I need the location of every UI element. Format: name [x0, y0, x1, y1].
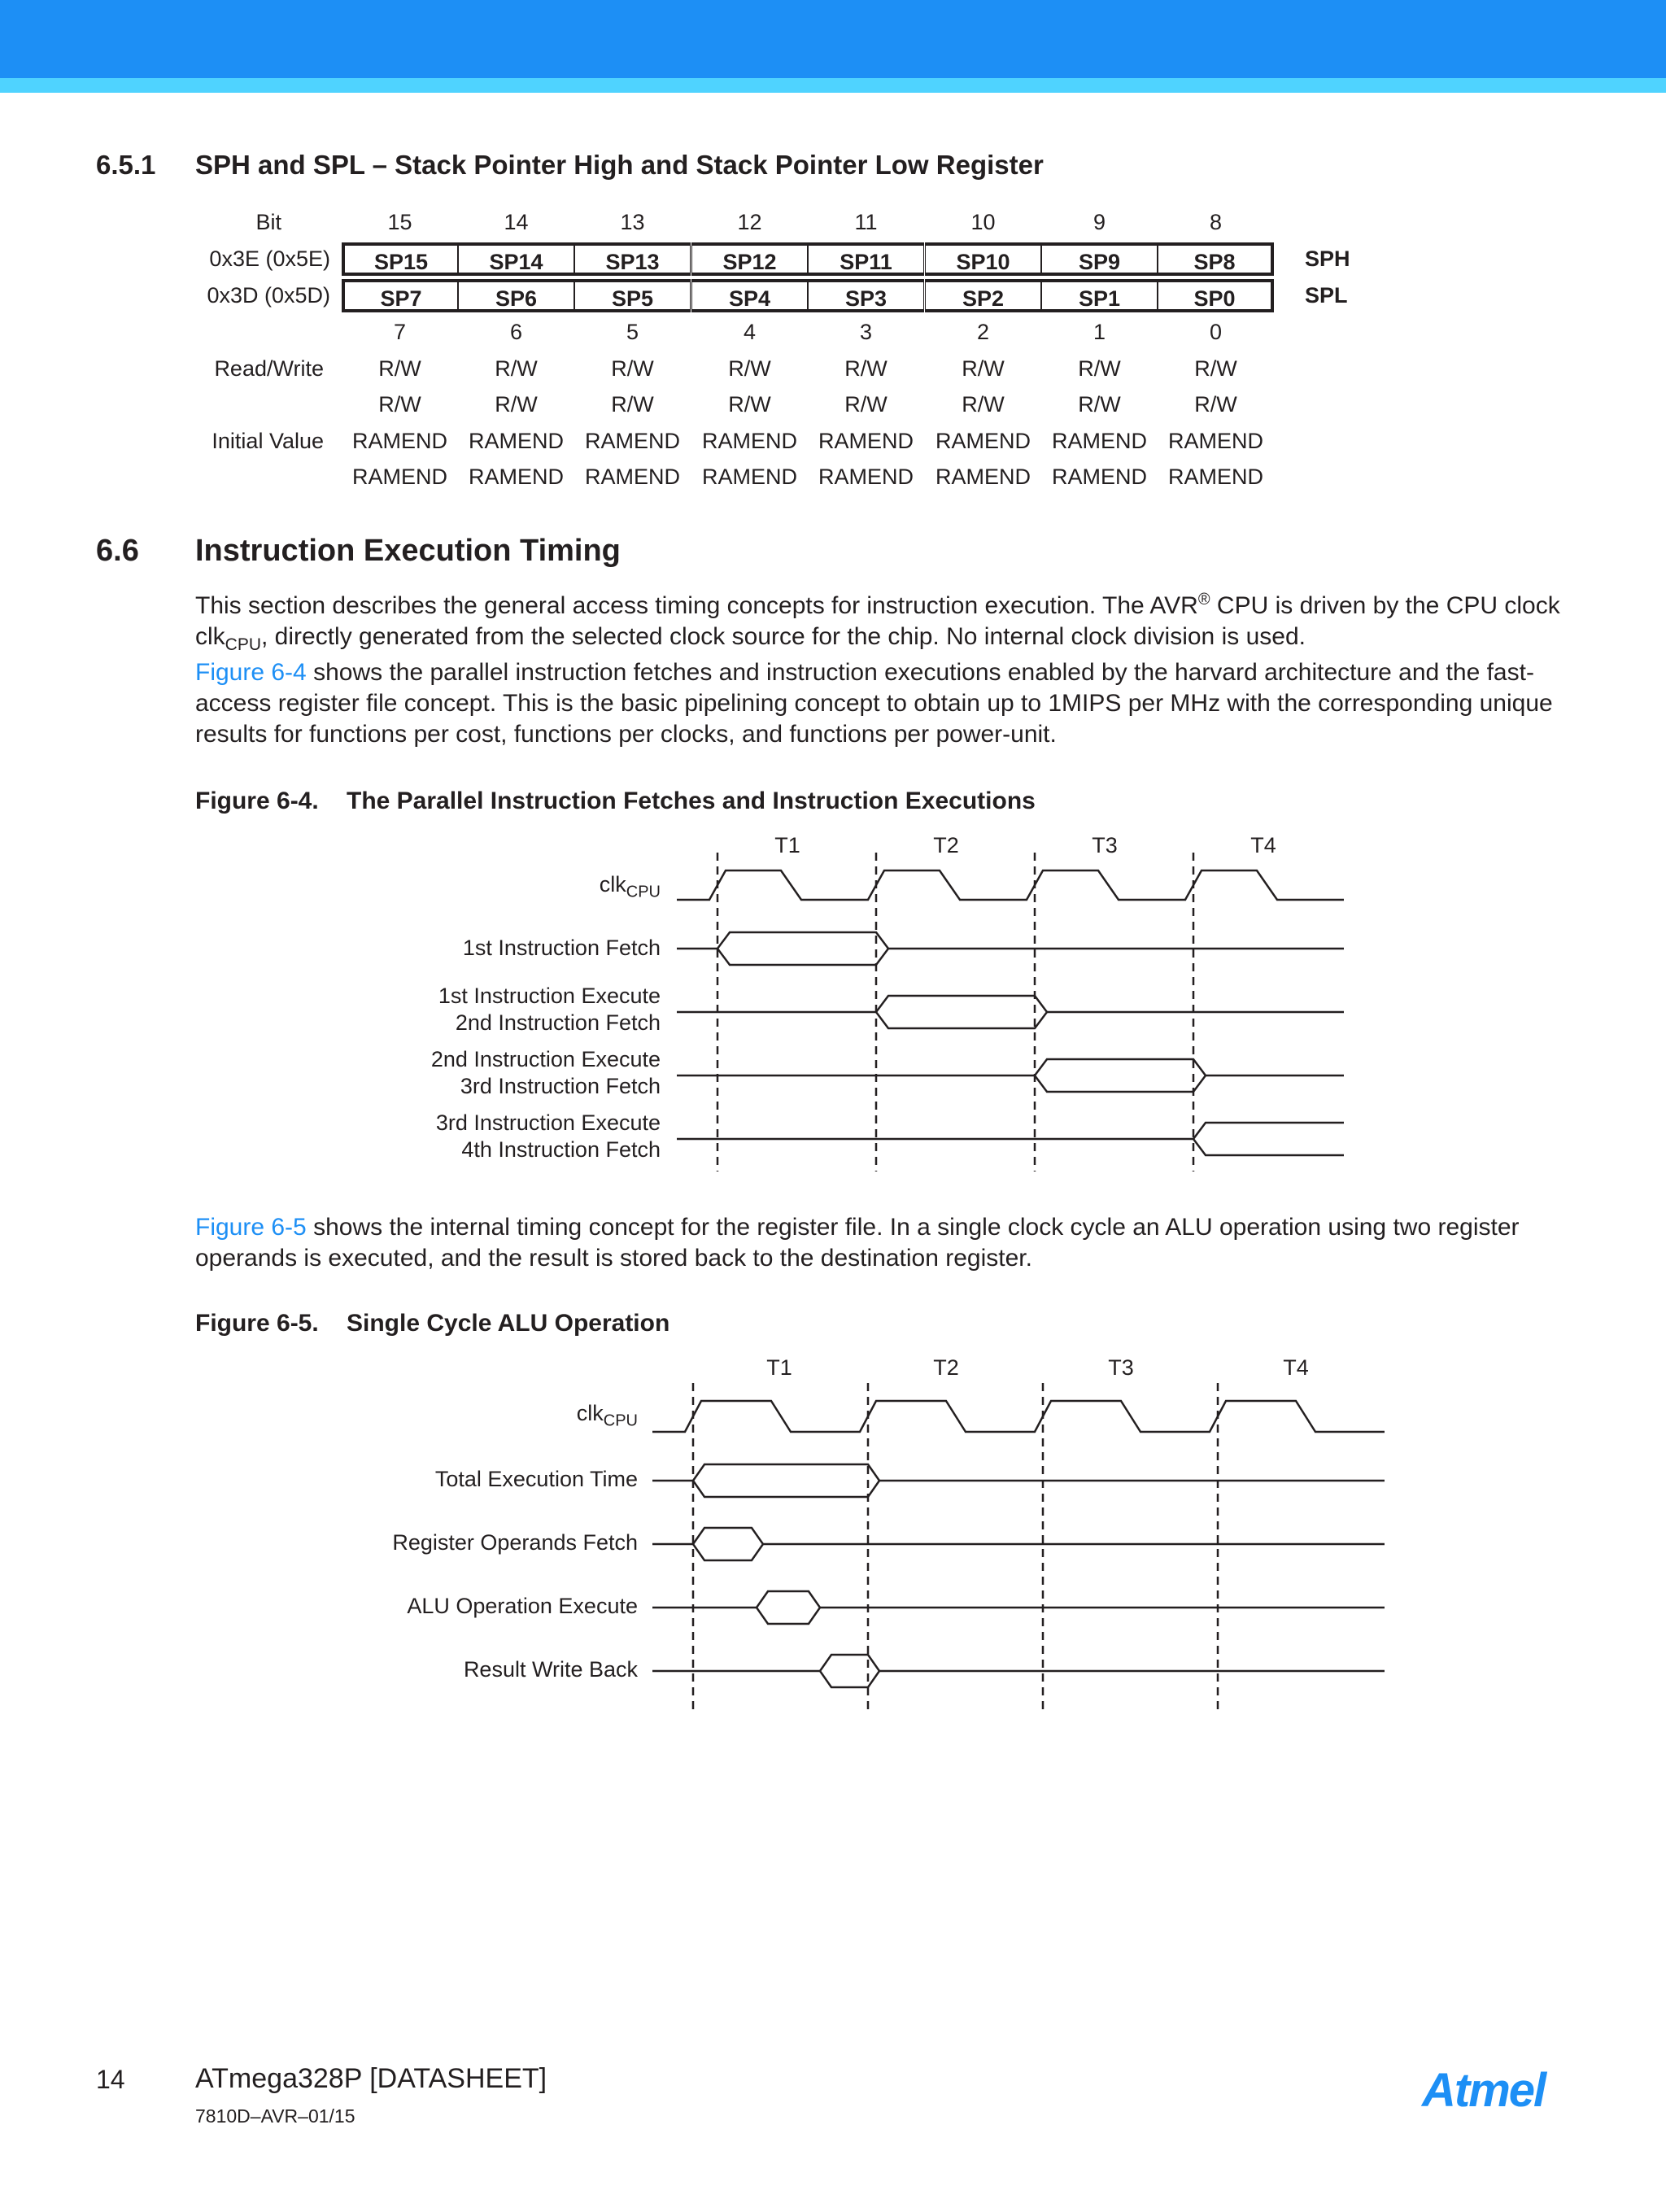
bit-number: 14	[504, 210, 529, 234]
initial-value: RAMEND	[468, 429, 564, 453]
initial-value: RAMEND	[1051, 429, 1147, 453]
paragraph-text: This section describes the general access timing concepts for instruction execution. The AVR	[195, 592, 1198, 619]
register-bit-cell: SP10	[925, 242, 1041, 276]
signal-label: ALU Operation Execute	[407, 1594, 638, 1618]
initial-value: RAMEND	[1167, 429, 1263, 453]
page-number: 14	[96, 2065, 125, 2094]
bit-number: 7	[393, 320, 407, 344]
register-bit-cell: SP15	[342, 242, 458, 276]
bit-number: 1	[1092, 320, 1106, 344]
register-bit-cell: SP6	[458, 279, 574, 312]
signal-label: Result Write Back	[463, 1657, 638, 1682]
subscript: CPU	[225, 635, 262, 654]
register-bit-cell: SP13	[574, 242, 691, 276]
section-number: 6.5.1	[96, 150, 156, 180]
register-bit-cell: SP2	[925, 279, 1041, 312]
bit-number: 2	[976, 320, 990, 344]
register-bit-cell: SP9	[1041, 242, 1158, 276]
access-value: R/W	[611, 392, 654, 417]
initial-value: RAMEND	[351, 429, 447, 453]
access-value: R/W	[495, 356, 538, 381]
access-value: R/W	[378, 392, 421, 417]
signal-bus-segment	[693, 1464, 879, 1497]
access-value: R/W	[611, 356, 654, 381]
register-bit-cell: SP7	[342, 279, 458, 312]
initial-value: RAMEND	[584, 465, 680, 489]
bit-number: 11	[854, 210, 878, 234]
rw-label: Read/Write	[214, 356, 324, 381]
signal-label: 1st Instruction Fetch	[462, 936, 661, 960]
bit-number: 8	[1209, 210, 1223, 234]
figure-6-4-link[interactable]: Figure 6-4	[195, 659, 307, 686]
access-value: R/W	[1078, 392, 1121, 417]
atmel-logo: Atmel	[1422, 2064, 1546, 2117]
clock-waveform	[652, 1401, 1385, 1432]
signal-label-line: 1st Instruction Execute	[438, 984, 661, 1008]
bit-number: 12	[737, 210, 762, 234]
document-title: ATmega328P [DATASHEET]	[195, 2063, 547, 2094]
register-name-spl: SPL	[1305, 283, 1348, 308]
address-high: 0x3E (0x5E)	[209, 247, 330, 271]
section-number: 6.6	[96, 534, 139, 568]
initial-value: RAMEND	[701, 465, 797, 489]
access-value: R/W	[378, 356, 421, 381]
register-bit-cell: SP1	[1041, 279, 1158, 312]
clock-label-subscript: CPU	[626, 883, 661, 901]
document-code: 7810D–AVR–01/15	[195, 2105, 355, 2127]
figure-caption-number: Figure 6-4.	[195, 788, 319, 814]
register-bit-cell: SP8	[1158, 242, 1274, 276]
bit-number: 4	[743, 320, 757, 344]
period-label: T2	[933, 1355, 959, 1380]
bit-number: 3	[859, 320, 873, 344]
initial-value: RAMEND	[935, 465, 1031, 489]
access-value: R/W	[1078, 356, 1121, 381]
bit-number: 6	[509, 320, 523, 344]
register-bit-cell: SP4	[691, 279, 808, 312]
figure-caption-number: Figure 6-5.	[195, 1310, 319, 1337]
signal-label-line: 2nd Instruction Fetch	[455, 1010, 661, 1035]
initial-value: RAMEND	[935, 429, 1031, 453]
signal-bus-segment	[757, 1591, 820, 1624]
clock-label-text: clk	[599, 872, 626, 897]
access-value: R/W	[495, 392, 538, 417]
register-bit-cell: SP14	[458, 242, 574, 276]
bit-number: 9	[1092, 210, 1106, 234]
clock-label	[390, 1401, 638, 1430]
period-label: T3	[1108, 1355, 1134, 1380]
register-bit-cell: SP0	[1158, 279, 1274, 312]
register-bit-cell: SP5	[574, 279, 691, 312]
clock-label-text: clk	[576, 1401, 604, 1425]
initial-value: RAMEND	[818, 465, 914, 489]
access-value: R/W	[962, 392, 1005, 417]
initial-value: RAMEND	[818, 429, 914, 453]
period-label: T3	[1092, 833, 1118, 857]
signal-label: Register Operands Fetch	[392, 1530, 638, 1555]
period-label: T4	[1283, 1355, 1309, 1380]
clock-label-subscript: CPU	[603, 1411, 638, 1430]
signal-bus-segment	[693, 1528, 763, 1560]
access-value: R/W	[1194, 356, 1237, 381]
bit-number: 15	[387, 210, 412, 234]
initial-value: RAMEND	[701, 429, 797, 453]
bit-number: 5	[626, 320, 639, 344]
access-value: R/W	[844, 356, 888, 381]
bit-number: 10	[970, 210, 996, 234]
signal-label-line: 4th Instruction Fetch	[461, 1137, 661, 1162]
section-title: Instruction Execution Timing	[195, 534, 621, 568]
initial-value-label: Initial Value	[212, 429, 324, 453]
initial-value: RAMEND	[1051, 465, 1147, 489]
paragraph-text: CPU is driven by the CPU clock clk	[195, 592, 1560, 650]
signal-label-line: 3rd Instruction Execute	[435, 1110, 661, 1135]
figure-caption-title: The Parallel Instruction Fetches and Instruction Executions	[347, 788, 1036, 814]
signal-label: Total Execution Time	[434, 1467, 638, 1491]
period-label: T4	[1250, 833, 1276, 857]
address-low: 0x3D (0x5D)	[207, 283, 330, 308]
register-bit-cell: SP12	[691, 242, 808, 276]
access-value: R/W	[844, 392, 888, 417]
access-value: R/W	[728, 356, 771, 381]
registered-mark: ®	[1197, 591, 1210, 609]
signal-bus-segment	[820, 1655, 879, 1687]
access-value: R/W	[728, 392, 771, 417]
figure-caption-title: Single Cycle ALU Operation	[347, 1310, 670, 1337]
signal-label-line: 3rd Instruction Fetch	[460, 1074, 661, 1098]
initial-value: RAMEND	[584, 429, 680, 453]
signal-label-line: 2nd Instruction Execute	[430, 1047, 661, 1071]
bit-label: Bit	[255, 210, 281, 234]
initial-value: RAMEND	[1167, 465, 1263, 489]
period-label: T2	[933, 833, 959, 857]
paragraph-text: , directly generated from the selected clock source for the chip. No internal clock division is used.	[261, 623, 1306, 650]
initial-value: RAMEND	[468, 465, 564, 489]
bit-number: 0	[1209, 320, 1223, 344]
register-bit-cell: SP11	[808, 242, 924, 276]
register-bit-cell: SP3	[808, 279, 924, 312]
period-label: T1	[774, 833, 800, 857]
bit-number: 13	[620, 210, 645, 234]
access-value: R/W	[962, 356, 1005, 381]
register-name-sph: SPH	[1305, 247, 1350, 271]
paragraph-text: shows the internal timing concept for the register file. In a single clock cycle an ALU operation using two register operands is executed, and the result is stored back to the destination register.	[195, 1214, 1520, 1272]
period-label: T1	[766, 1355, 792, 1380]
paragraph-text: shows the parallel instruction fetches and instruction executions enabled by the harvard architecture and the fast-access register file concept. This is the basic pipelining concept to obtain up to 1MIPS per MHz with the corresponding unique results for functions per cost, functions per clocks, and functions per power-unit.	[195, 659, 1553, 748]
section-title: SPH and SPL – Stack Pointer High and Stack Pointer Low Register	[195, 150, 1044, 180]
figure-6-5-link[interactable]: Figure 6-5	[195, 1214, 307, 1241]
initial-value: RAMEND	[351, 465, 447, 489]
access-value: R/W	[1194, 392, 1237, 417]
